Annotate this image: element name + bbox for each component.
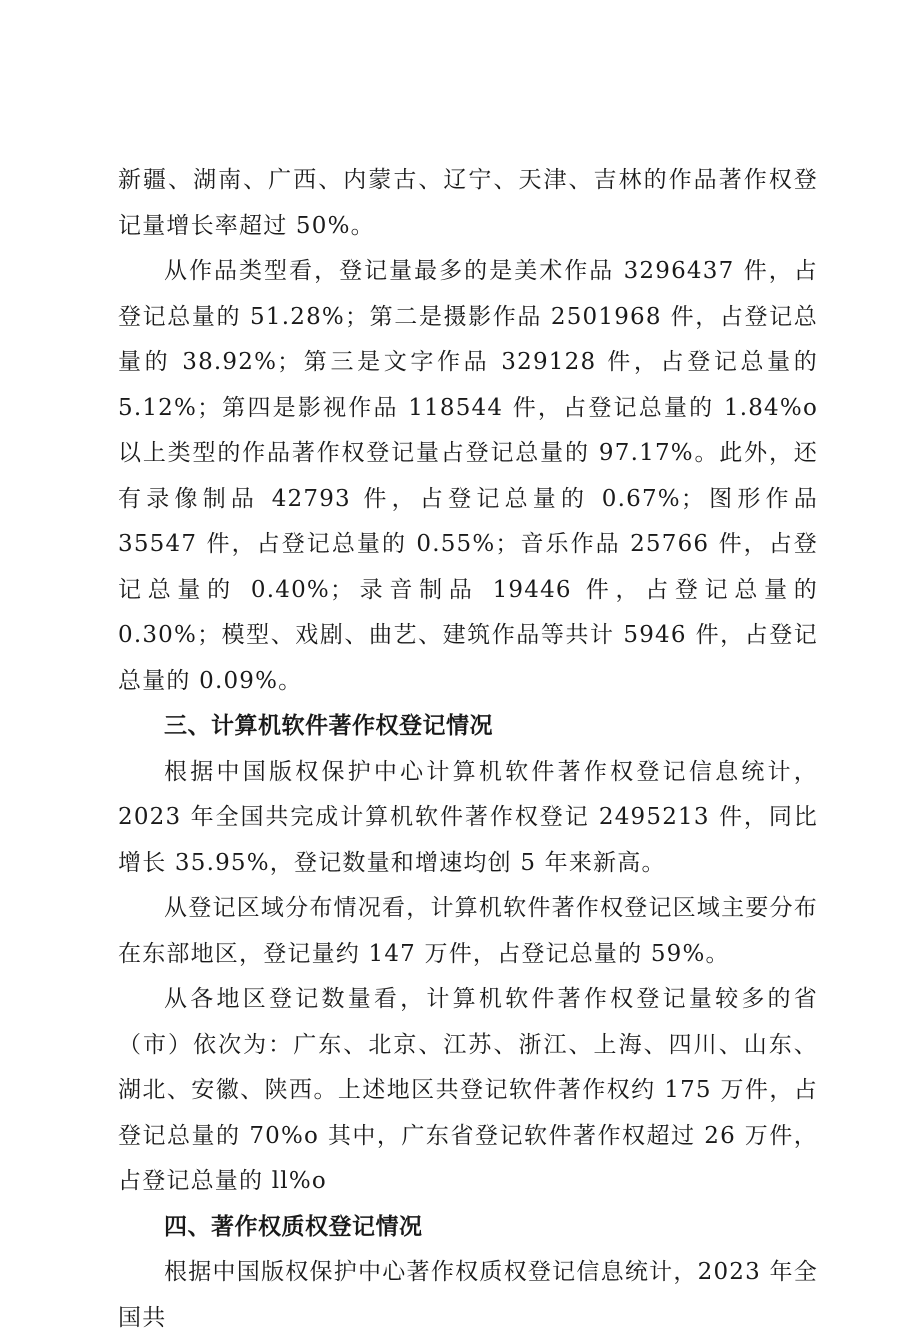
- paragraph-growth-regions: 新疆、湖南、广西、内蒙古、辽宁、天津、吉林的作品著作权登记量增长率超过 50%。: [118, 167, 818, 239]
- paragraph-software-total: 根据中国版权保护中心计算机软件著作权登记信息统计，2023 年全国共完成计算机软件著作权登记 2495213 件，同比增长 35.95%，登记数量和增速均创 5 年来新高。: [118, 758, 818, 876]
- document-body: [118, 158, 818, 1341]
- section-heading-pledge: 四、著作权质权登记情况: [164, 1213, 423, 1240]
- paragraph-work-types: 从作品类型看，登记量最多的是美术作品 3296437 件，占登记总量的 51.28%；第二是摄影作品 2501968 件，占登记总量的 38.92%；第三是文字作品 329128 件，占登记总量的 5.12%；第四是影视作品 118544 件，占登记总量的 1.84%o 以上类型的作品著作权登记量占登记总量的 97.17%。此外，还有录像制品 42793 件，占登记总量的 0.67%；图形作品 35547 件，占登记总量的 0.55%；音乐作品 25766 件，占登记总量的 0.40%；录音制品 19446 件，占登记总量的 0.30%；模型、戏剧、曲艺、建筑作品等共计 5946 件，占登记总量的 0.09%。: [118, 258, 818, 694]
- paragraph-pledge-intro: 根据中国版权保护中心著作权质权登记信息统计，2023 年全国共: [118, 1259, 818, 1331]
- paragraph-software-provinces: 从各地区登记数量看，计算机软件著作权登记量较多的省（市）依次为：广东、北京、江苏、浙江、上海、四川、山东、湖北、安徽、陕西。上述地区共登记软件著作权约 175 万件，占登记总量的 70%o 其中，广东省登记软件著作权超过 26 万件，占登记总量的 ll%o: [118, 986, 818, 1194]
- paragraph-software-region: 从登记区域分布情况看，计算机软件著作权登记区域主要分布在东部地区，登记量约 147 万件，占登记总量的 59%。: [118, 895, 818, 967]
- section-heading-software: 三、计算机软件著作权登记情况: [164, 713, 493, 739]
